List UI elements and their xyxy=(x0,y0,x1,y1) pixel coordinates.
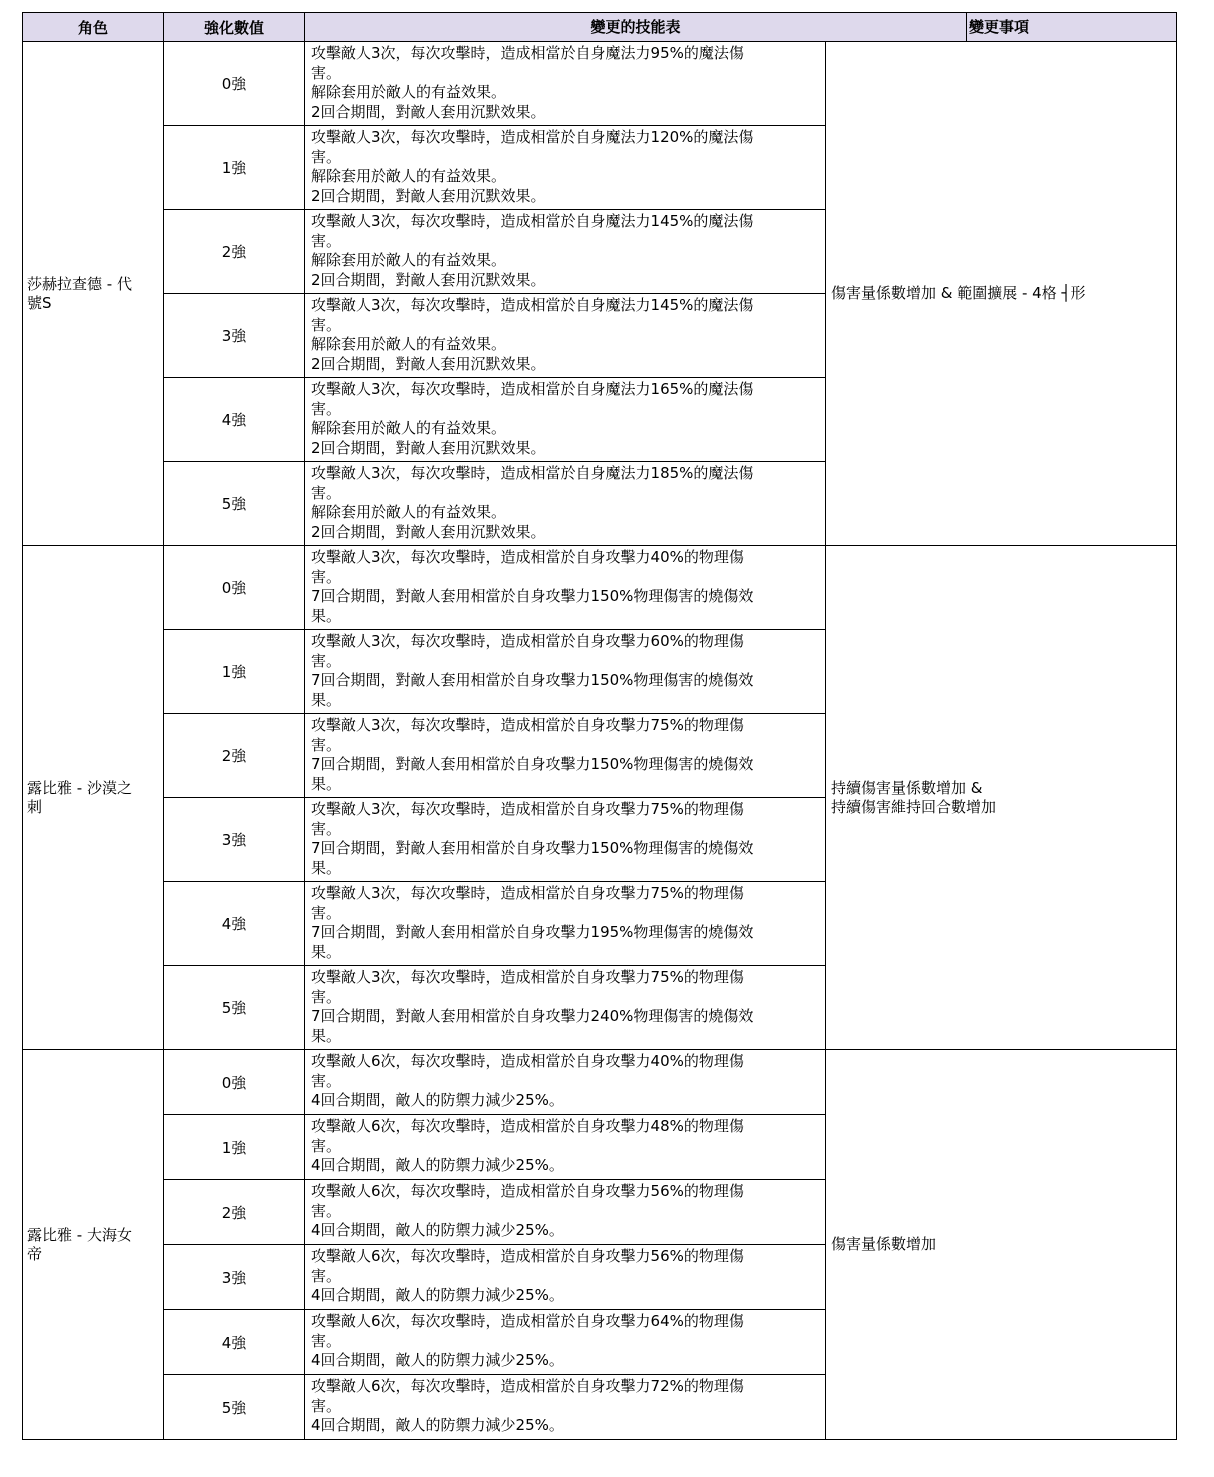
level-cell: 3強 xyxy=(164,798,305,882)
skill-line: 4回合期間，敵人的防禦力減少25%。 xyxy=(311,1351,564,1370)
skill-description-cell xyxy=(305,546,826,630)
skill-description-cell xyxy=(305,1310,826,1375)
skill-line: 攻擊敵人3次，每次攻擊時，造成相當於自身攻擊力75%的物理傷 xyxy=(311,968,744,986)
skill-line: 7回合期間，對敵人套用相當於自身攻擊力150%物理傷害的燒傷效 xyxy=(311,839,754,858)
level-cell: 1強 xyxy=(164,1115,305,1180)
skill-line: 4回合期間，敵人的防禦力減少25%。 xyxy=(311,1286,564,1305)
header-row xyxy=(23,13,1177,42)
skill-line: 解除套用於敵人的有益效果。 xyxy=(311,503,507,522)
skill-line: 7回合期間，對敵人套用相當於自身攻擊力195%物理傷害的燒傷效 xyxy=(311,923,754,942)
level-cell: 4強 xyxy=(164,882,305,966)
skill-line: 害。 xyxy=(311,1266,342,1285)
skill-change-table xyxy=(22,12,1177,1440)
change-notes-cell: 傷害量係數增加 xyxy=(826,1050,1177,1440)
skill-description-cell xyxy=(305,1375,826,1440)
skill-description-cell xyxy=(305,42,826,126)
level-cell: 3強 xyxy=(164,294,305,378)
skill-line: 害。 xyxy=(311,231,342,250)
skill-description-cell xyxy=(305,126,826,210)
skill-line: 害。 xyxy=(311,651,342,670)
skill-description-cell xyxy=(305,630,826,714)
skill-line: 攻擊敵人3次，每次攻擊時，造成相當於自身攻擊力60%的物理傷 xyxy=(311,632,744,650)
skill-description-cell xyxy=(305,1180,826,1245)
skill-line: 攻擊敵人6次，每次攻擊時，造成相當於自身攻擊力72%的物理傷 xyxy=(311,1377,744,1395)
skill-line: 解除套用於敵人的有益效果。 xyxy=(311,167,507,186)
skill-line: 解除套用於敵人的有益效果。 xyxy=(311,335,507,354)
level-cell: 5強 xyxy=(164,1375,305,1440)
skill-line: 2回合期間，對敵人套用沉默效果。 xyxy=(311,102,546,121)
skill-line: 攻擊敵人3次，每次攻擊時，造成相當於自身攻擊力75%的物理傷 xyxy=(311,800,744,818)
skill-line: 害。 xyxy=(311,987,342,1006)
change-notes-cell: 持續傷害量係數增加 & 持續傷害維持回合數增加 xyxy=(826,546,1177,1050)
skill-line: 攻擊敵人6次，每次攻擊時，造成相當於自身攻擊力56%的物理傷 xyxy=(311,1247,744,1265)
skill-line: 4回合期間，敵人的防禦力減少25%。 xyxy=(311,1416,564,1435)
header-role: 角色 xyxy=(23,13,164,42)
skill-line: 害。 xyxy=(311,399,342,418)
level-cell: 2強 xyxy=(164,1180,305,1245)
skill-line: 2回合期間，對敵人套用沉默效果。 xyxy=(311,270,546,289)
header-skill: 變更的技能表 xyxy=(305,13,967,41)
skill-line: 7回合期間，對敵人套用相當於自身攻擊力150%物理傷害的燒傷效 xyxy=(311,587,754,606)
skill-line: 2回合期間，對敵人套用沉默效果。 xyxy=(311,186,546,205)
level-cell: 1強 xyxy=(164,630,305,714)
skill-description-cell xyxy=(305,1115,826,1180)
skill-line: 攻擊敵人3次，每次攻擊時，造成相當於自身攻擊力40%的物理傷 xyxy=(311,548,744,566)
level-cell: 4強 xyxy=(164,378,305,462)
skill-line: 攻擊敵人6次，每次攻擊時，造成相當於自身攻擊力48%的物理傷 xyxy=(311,1117,744,1135)
level-cell: 1強 xyxy=(164,126,305,210)
skill-line: 攻擊敵人3次，每次攻擊時，造成相當於自身魔法力145%的魔法傷 xyxy=(311,212,754,230)
role-cell: 露比雅 - 大海女 帝 xyxy=(23,1050,164,1440)
skill-line: 攻擊敵人6次，每次攻擊時，造成相當於自身攻擊力56%的物理傷 xyxy=(311,1182,744,1200)
level-cell: 0強 xyxy=(164,42,305,126)
skill-line: 害。 xyxy=(311,567,342,586)
skill-description-cell xyxy=(305,1050,826,1115)
level-cell: 0強 xyxy=(164,546,305,630)
skill-description-cell xyxy=(305,966,826,1050)
skill-line: 4回合期間，敵人的防禦力減少25%。 xyxy=(311,1221,564,1240)
skill-line: 果。 xyxy=(311,1026,342,1045)
table-row xyxy=(23,546,1177,630)
skill-line: 攻擊敵人6次，每次攻擊時，造成相當於自身攻擊力40%的物理傷 xyxy=(311,1052,744,1070)
skill-line: 害。 xyxy=(311,735,342,754)
level-cell: 2強 xyxy=(164,210,305,294)
skill-line: 4回合期間，敵人的防禦力減少25%。 xyxy=(311,1091,564,1110)
skill-line: 害。 xyxy=(311,1201,342,1220)
skill-line: 害。 xyxy=(311,903,342,922)
level-cell: 3強 xyxy=(164,1245,305,1310)
skill-line: 7回合期間，對敵人套用相當於自身攻擊力150%物理傷害的燒傷效 xyxy=(311,755,754,774)
skill-line: 果。 xyxy=(311,690,342,709)
skill-line: 果。 xyxy=(311,606,342,625)
skill-line: 攻擊敵人3次，每次攻擊時，造成相當於自身魔法力95%的魔法傷 xyxy=(311,44,744,62)
skill-line: 2回合期間，對敵人套用沉默效果。 xyxy=(311,522,546,541)
skill-line: 解除套用於敵人的有益效果。 xyxy=(311,83,507,102)
header-change: 變更事項 xyxy=(969,18,1030,36)
role-cell: 莎赫拉查德 - 代 號S xyxy=(23,42,164,546)
skill-line: 攻擊敵人3次，每次攻擊時，造成相當於自身魔法力120%的魔法傷 xyxy=(311,128,754,146)
skill-line: 攻擊敵人3次，每次攻擊時，造成相當於自身魔法力185%的魔法傷 xyxy=(311,464,754,482)
skill-line: 果。 xyxy=(311,774,342,793)
level-cell: 5強 xyxy=(164,966,305,1050)
level-cell: 5強 xyxy=(164,462,305,546)
skill-line: 果。 xyxy=(311,942,342,961)
level-cell: 0強 xyxy=(164,1050,305,1115)
skill-line: 害。 xyxy=(311,1331,342,1350)
change-notes-cell: 傷害量係數增加 & 範圍擴展 - 4格 ┤形 xyxy=(826,42,1177,546)
skill-line: 解除套用於敵人的有益效果。 xyxy=(311,251,507,270)
role-cell: 露比雅 - 沙漠之 刺 xyxy=(23,546,164,1050)
skill-line: 2回合期間，對敵人套用沉默效果。 xyxy=(311,354,546,373)
header-level: 強化數值 xyxy=(164,13,305,42)
skill-line: 攻擊敵人3次，每次攻擊時，造成相當於自身攻擊力75%的物理傷 xyxy=(311,884,744,902)
skill-line: 害。 xyxy=(311,63,342,82)
header-skill-change xyxy=(305,13,1177,42)
skill-line: 攻擊敵人3次，每次攻擊時，造成相當於自身魔法力145%的魔法傷 xyxy=(311,296,754,314)
skill-line: 解除套用於敵人的有益效果。 xyxy=(311,419,507,438)
skill-line: 果。 xyxy=(311,858,342,877)
skill-line: 害。 xyxy=(311,1071,342,1090)
table-row xyxy=(23,1050,1177,1115)
skill-description-cell xyxy=(305,798,826,882)
skill-line: 害。 xyxy=(311,483,342,502)
table-row xyxy=(23,42,1177,126)
level-cell: 2強 xyxy=(164,714,305,798)
skill-description-cell xyxy=(305,378,826,462)
skill-description-cell xyxy=(305,210,826,294)
skill-description-cell xyxy=(305,462,826,546)
level-cell: 4強 xyxy=(164,1310,305,1375)
skill-line: 害。 xyxy=(311,147,342,166)
skill-line: 攻擊敵人3次，每次攻擊時，造成相當於自身攻擊力75%的物理傷 xyxy=(311,716,744,734)
skill-line: 7回合期間，對敵人套用相當於自身攻擊力150%物理傷害的燒傷效 xyxy=(311,671,754,690)
skill-line: 2回合期間，對敵人套用沉默效果。 xyxy=(311,438,546,457)
skill-line: 害。 xyxy=(311,1136,342,1155)
skill-description-cell xyxy=(305,714,826,798)
skill-description-cell xyxy=(305,294,826,378)
skill-line: 攻擊敵人6次，每次攻擊時，造成相當於自身攻擊力64%的物理傷 xyxy=(311,1312,744,1330)
skill-line: 攻擊敵人3次，每次攻擊時，造成相當於自身魔法力165%的魔法傷 xyxy=(311,380,754,398)
skill-description-cell xyxy=(305,1245,826,1310)
skill-line: 害。 xyxy=(311,819,342,838)
skill-line: 4回合期間，敵人的防禦力減少25%。 xyxy=(311,1156,564,1175)
skill-line: 害。 xyxy=(311,1396,342,1415)
skill-line: 害。 xyxy=(311,315,342,334)
skill-line: 7回合期間，對敵人套用相當於自身攻擊力240%物理傷害的燒傷效 xyxy=(311,1007,754,1026)
table-body xyxy=(23,42,1177,1440)
skill-description-cell xyxy=(305,882,826,966)
